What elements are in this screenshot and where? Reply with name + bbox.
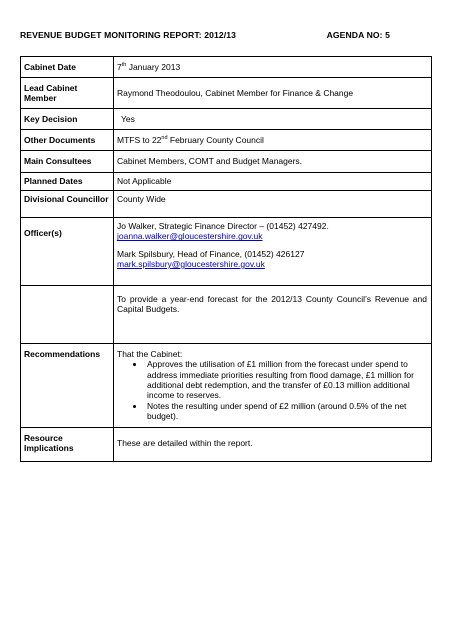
- value-resource-implications: These are detailed within the report.: [114, 428, 432, 462]
- recommendation-item: • Approves the utilisation of £1 million from the forecast under spend to address immediate priorities resulting from flood damage, £1 million for additional debt redemption, and the transfer of £0.13 million additional income to reserves.: [145, 359, 428, 400]
- officer-2: Mark Spilsbury, Head of Finance, (01452) 426127: [117, 248, 305, 259]
- row-recommendations: [21, 344, 432, 428]
- label-cabinet-date: Cabinet Date: [21, 57, 114, 78]
- value-officers: [114, 218, 432, 286]
- row-lead-member: [21, 78, 432, 109]
- agenda-number: AGENDA NO: 5: [326, 30, 390, 40]
- label-divisional-councillor: Divisional Councillor: [21, 191, 114, 218]
- value-cabinet-date: [114, 57, 432, 78]
- label-planned-dates: Planned Dates: [21, 173, 114, 191]
- recommendations-intro: That the Cabinet:: [117, 349, 183, 359]
- officer-1: Jo Walker, Strategic Finance Director – (01452) 427492.: [117, 221, 329, 231]
- row-divisional-councillor: [21, 191, 432, 218]
- value-key-decision: Yes: [114, 109, 432, 130]
- recommendation-item: • Notes the resulting under spend of £2 million (around 0.5% of the net budget).: [145, 401, 428, 422]
- label-resource-implications: Resource Implications: [21, 428, 114, 462]
- row-planned-dates: [21, 173, 432, 191]
- value-main-consultees: Cabinet Members, COMT and Budget Managers.: [114, 151, 432, 173]
- row-cabinet-date: [21, 57, 432, 78]
- email-link-2[interactable]: mark.spilsbury@gloucestershire.gov.uk: [117, 259, 265, 270]
- other-docs-pre: MTFS to 22: [117, 134, 162, 145]
- cabinet-date-rest: January 2013: [126, 61, 181, 72]
- cabinet-date-suffix: th: [121, 61, 127, 68]
- spacer: [117, 242, 428, 249]
- label-main-consultees: Main Consultees: [21, 151, 114, 173]
- other-docs-sup: nd: [161, 134, 168, 141]
- cabinet-summary-table: [20, 56, 432, 462]
- cabinet-date-day: 7: [117, 61, 122, 72]
- other-docs-post: February County Council: [167, 134, 264, 145]
- label-purpose: [21, 286, 114, 344]
- recommendations-list: [117, 359, 428, 421]
- row-other-documents: [21, 130, 432, 151]
- label-lead-member: Lead Cabinet Member: [21, 78, 114, 109]
- row-purpose: [21, 286, 432, 344]
- row-resource-implications: [21, 428, 432, 462]
- label-key-decision: Key Decision: [21, 109, 114, 130]
- value-recommendations: [114, 344, 432, 428]
- report-title: REVENUE BUDGET MONITORING REPORT: 2012/13: [20, 30, 236, 40]
- label-officers: Officer(s): [21, 218, 114, 286]
- label-other-documents: Other Documents: [21, 130, 114, 151]
- row-main-consultees: [21, 151, 432, 173]
- value-planned-dates: Not Applicable: [114, 173, 432, 191]
- value-purpose: To provide a year-end forecast for the 2012/13 County Council’s Revenue and Capital Budgets.: [114, 286, 432, 344]
- value-other-documents: [114, 130, 432, 151]
- value-divisional-councillor: County Wide: [114, 191, 432, 218]
- email-link-1[interactable]: joanna.walker@gloucestershire.gov.uk: [117, 231, 263, 242]
- label-recommendations: Recommendations: [21, 344, 114, 428]
- row-officers: [21, 218, 432, 286]
- value-lead-member: Raymond Theodoulou, Cabinet Member for Finance & Change: [114, 78, 432, 109]
- row-key-decision: [21, 109, 432, 130]
